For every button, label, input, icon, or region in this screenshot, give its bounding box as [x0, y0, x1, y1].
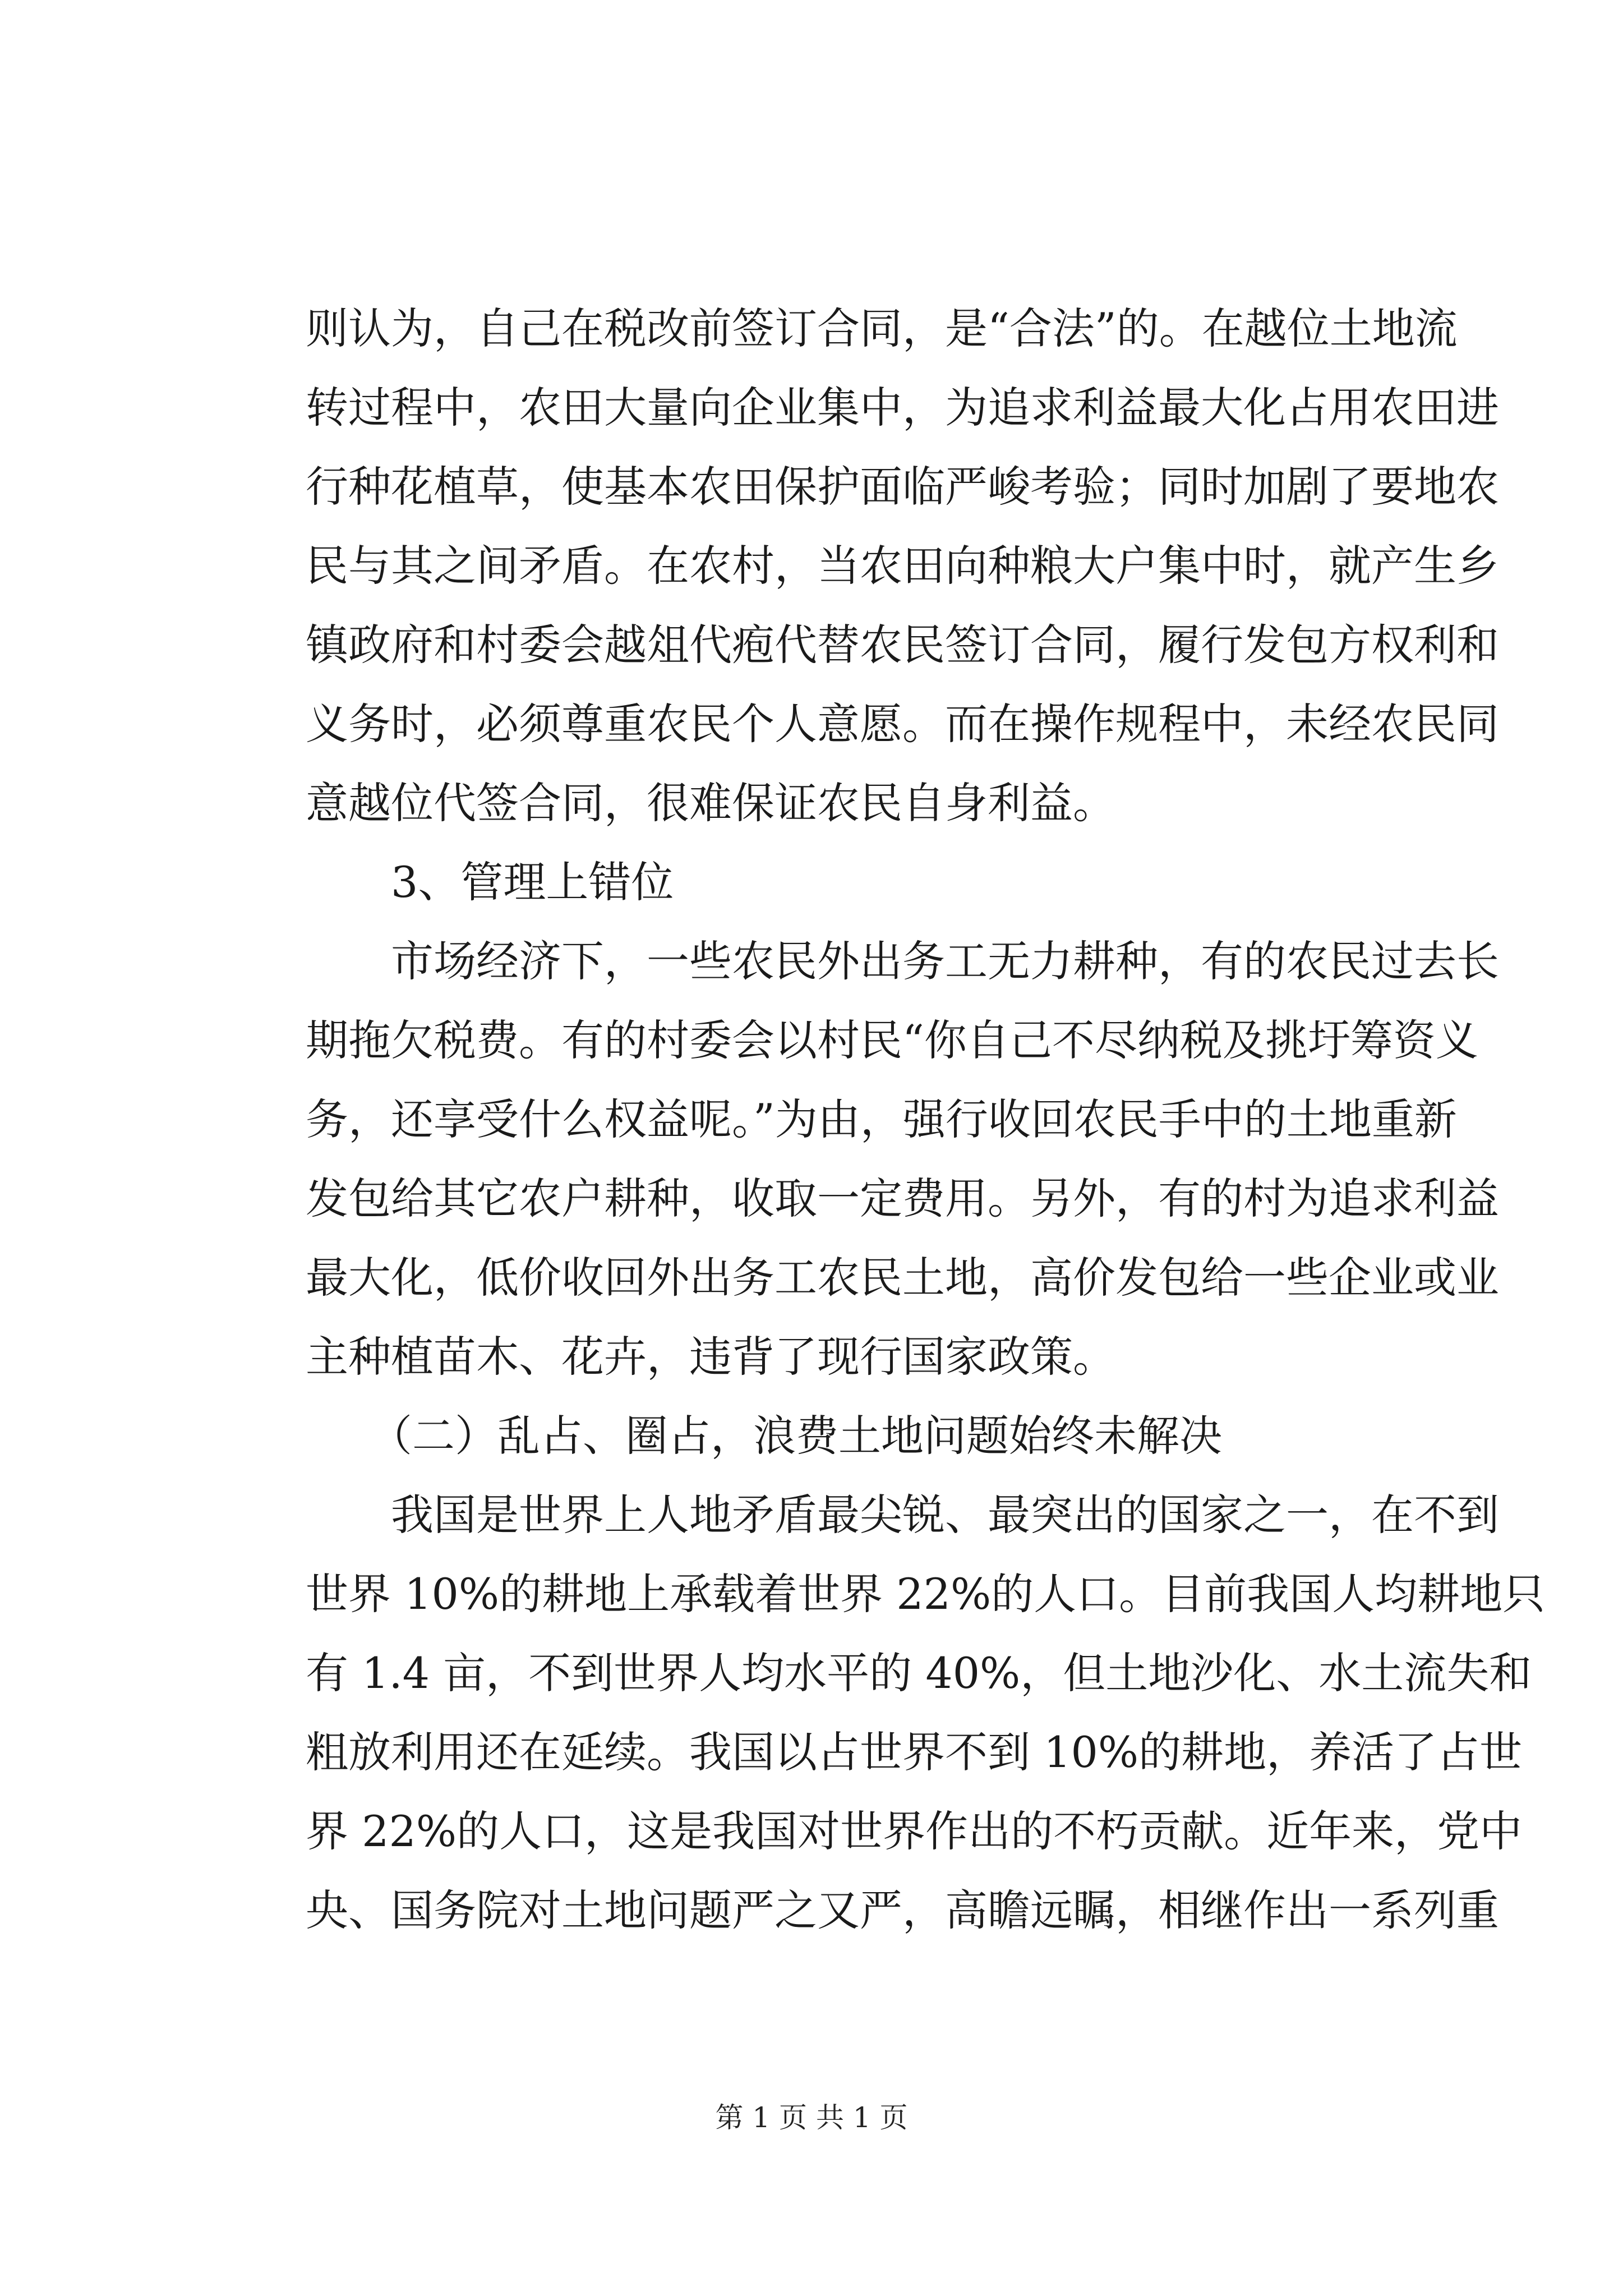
- text-line: 转过程中，农田大量向企业集中，为追求利益最大化占用农田进: [306, 383, 1499, 432]
- text-line: 发包给其它农户耕种，收取一定费用。另外，有的村为追求利益: [306, 1174, 1499, 1223]
- text-line: 行种花植草，使基本农田保护面临严峻考验；同时加剧了要地农: [306, 462, 1499, 512]
- document-body: [306, 289, 1546, 1950]
- text-line: 世界 10%的耕地上承载着世界 22%的人口。目前我国人均耕地只: [306, 1569, 1546, 1619]
- text-line: 务，还享受什么权益呢。”为由，强行收回农民手中的土地重新: [306, 1094, 1457, 1144]
- text-line: 央、国务院对土地问题严之又严，高瞻远瞩，相继作出一系列重: [306, 1885, 1499, 1935]
- section-heading: （二）乱占、圈占，浪费土地问题始终未解决: [306, 1411, 1222, 1461]
- text-line: 镇政府和村委会越俎代疱代替农民签订合同，履行发包方权利和: [306, 620, 1499, 670]
- text-line: 意越位代签合同，很难保证农民自身利益。: [306, 778, 1115, 828]
- text-line: 义务时，必须尊重农民个人意愿。而在操作规程中，未经农民同: [306, 699, 1499, 749]
- text-line: 界 22%的人口，这是我国对世界作出的不朽贡献。近年来，党中: [306, 1806, 1523, 1856]
- section-heading: 3、管理上错位: [306, 857, 674, 907]
- text-line: 期拖欠税费。有的村委会以村民“你自己不尽纳税及挑圩筹资义: [306, 1015, 1478, 1065]
- text-line: 主种植苗木、花卉，违背了现行国家政策。: [306, 1332, 1115, 1382]
- page-footer: 第 1 页 共 1 页: [715, 2101, 908, 2134]
- text-line: 则认为，自己在税改前签订合同，是“合法”的。在越位土地流: [306, 303, 1458, 353]
- text-line: 我国是世界上人地矛盾最尖锐、最突出的国家之一，在不到: [306, 1490, 1499, 1540]
- text-line: 有 1.4 亩，不到世界人均水平的 40%，但土地沙化、水土流失和: [306, 1648, 1532, 1698]
- text-line: 最大化，低价收回外出务工农民土地，高价发包给一些企业或业: [306, 1253, 1499, 1303]
- text-line: 市场经济下，一些农民外出务工无力耕种，有的农民过去长: [306, 936, 1499, 986]
- text-line: 粗放利用还在延续。我国以占世界不到 10%的耕地，养活了占世: [306, 1727, 1523, 1777]
- text-line: 民与其之间矛盾。在农村，当农田向种粮大户集中时，就产生乡: [306, 541, 1499, 591]
